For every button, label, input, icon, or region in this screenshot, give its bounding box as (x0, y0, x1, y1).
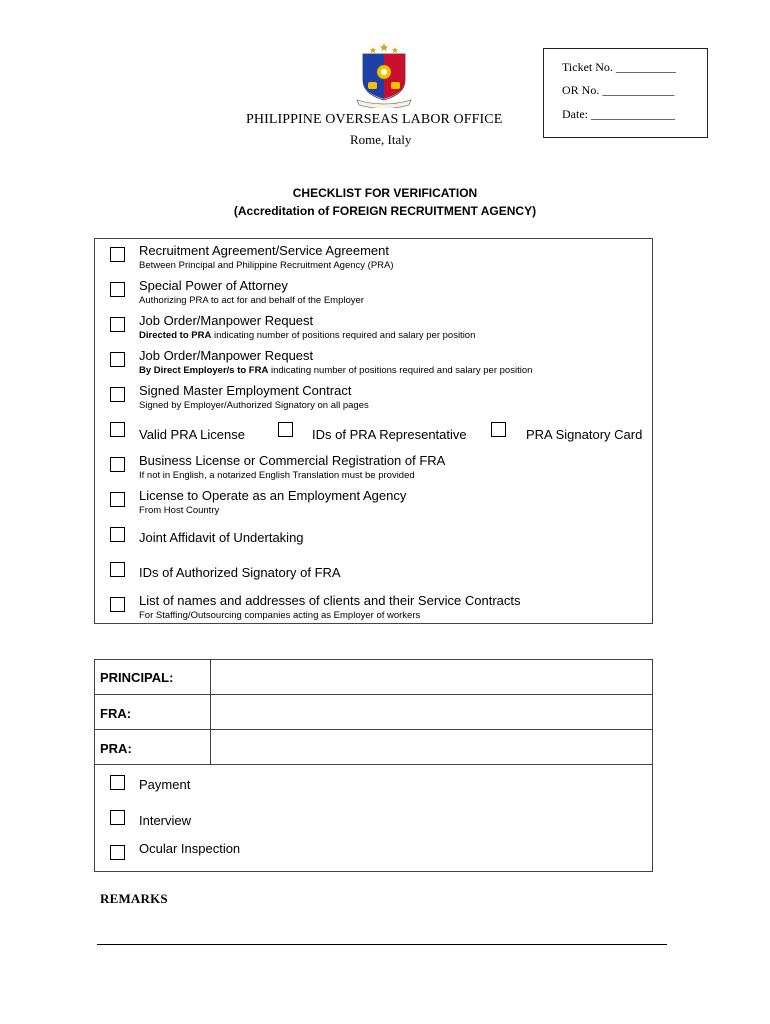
checkbox-job-order-direct-employer[interactable] (110, 352, 125, 367)
pra-input[interactable] (212, 730, 652, 764)
checkbox-interview[interactable] (110, 810, 125, 825)
checklist-subtitle: (Accreditation of FOREIGN RECRUITMENT AGENCY) (233, 204, 537, 218)
office-name: PHILIPPINE OVERSEAS LABOR OFFICE (246, 112, 503, 127)
principal-input[interactable] (212, 660, 652, 694)
item-sublabel: For Staffing/Outsourcing companies acting as Employer of workers (139, 610, 421, 621)
item-label: PRA Signatory Card (526, 427, 643, 442)
item-sublabel: Authorizing PRA to act for and behalf of the Employer (139, 295, 364, 306)
fra-label: FRA: (100, 706, 132, 721)
checkbox-ids-authorized-signatory[interactable] (110, 562, 125, 577)
item-label: Valid PRA License (139, 427, 245, 442)
checkbox-ids-pra-representative[interactable] (278, 422, 293, 437)
checkbox-job-order-pra[interactable] (110, 317, 125, 332)
office-location: Rome, Italy (350, 132, 412, 147)
ticket-box (543, 48, 708, 138)
date-field[interactable]: Date: ______________ (562, 107, 675, 121)
item-label: List of names and addresses of clients and their Service Contracts (139, 593, 521, 608)
checklist-title: CHECKLIST FOR VERIFICATION (292, 186, 478, 200)
checkbox-ocular-inspection[interactable] (110, 845, 125, 860)
item-sublabel: Signed by Employer/Authorized Signatory on all pages (139, 400, 369, 411)
payment-label: Payment (139, 777, 191, 792)
checkbox-business-license[interactable] (110, 457, 125, 472)
item-label: Joint Affidavit of Undertaking (139, 530, 304, 545)
checkbox-special-power-of-attorney[interactable] (110, 282, 125, 297)
ocular-inspection-label: Ocular Inspection (139, 841, 241, 856)
item-label: Business License or Commercial Registration of FRA (139, 453, 446, 468)
checkbox-master-employment-contract[interactable] (110, 387, 125, 402)
item-label: IDs of Authorized Signatory of FRA (139, 565, 341, 580)
checkbox-joint-affidavit[interactable] (110, 527, 125, 542)
or-number-field[interactable]: OR No. ____________ (562, 83, 675, 97)
remarks-label: REMARKS (100, 891, 168, 906)
checkbox-list-of-clients[interactable] (110, 597, 125, 612)
item-label: Special Power of Attorney (139, 278, 288, 293)
item-sublabel: From Host Country (139, 505, 220, 516)
item-sublabel: If not in English, a notarized English Translation must be provided (139, 470, 415, 481)
item-sublabel (139, 330, 475, 341)
fra-input[interactable] (212, 695, 652, 729)
checkbox-license-to-operate[interactable] (110, 492, 125, 507)
table-divider (210, 660, 211, 765)
remarks-input-line[interactable] (97, 944, 667, 945)
item-sublabel (139, 365, 532, 376)
item-label: License to Operate as an Employment Agency (139, 488, 407, 503)
ticket-number-field[interactable]: Ticket No. __________ (562, 60, 676, 74)
item-sublabel-bold: By Direct Employer/s to FRA (139, 365, 269, 376)
checkbox-recruitment-agreement[interactable] (110, 247, 125, 262)
item-label: Recruitment Agreement/Service Agreement (139, 243, 390, 258)
interview-label: Interview (139, 813, 192, 828)
principal-label: PRINCIPAL: (100, 670, 174, 685)
checkbox-valid-pra-license[interactable] (110, 422, 125, 437)
item-label: Job Order/Manpower Request (139, 348, 314, 363)
philippine-seal-icon (353, 42, 415, 108)
item-sublabel: Between Principal and Philippine Recruitment Agency (PRA) (139, 260, 394, 271)
item-label: Job Order/Manpower Request (139, 313, 314, 328)
item-label: IDs of PRA Representative (312, 427, 467, 442)
item-sublabel-rest: indicating number of positions required and salary per position (268, 365, 533, 376)
item-sublabel-bold: Directed to PRA (139, 330, 212, 341)
checkbox-payment[interactable] (110, 775, 125, 790)
checkbox-pra-signatory-card[interactable] (491, 422, 506, 437)
item-sublabel-rest: indicating number of positions required and salary per position (211, 330, 476, 341)
item-label: Signed Master Employment Contract (139, 383, 352, 398)
pra-label: PRA: (100, 741, 132, 756)
